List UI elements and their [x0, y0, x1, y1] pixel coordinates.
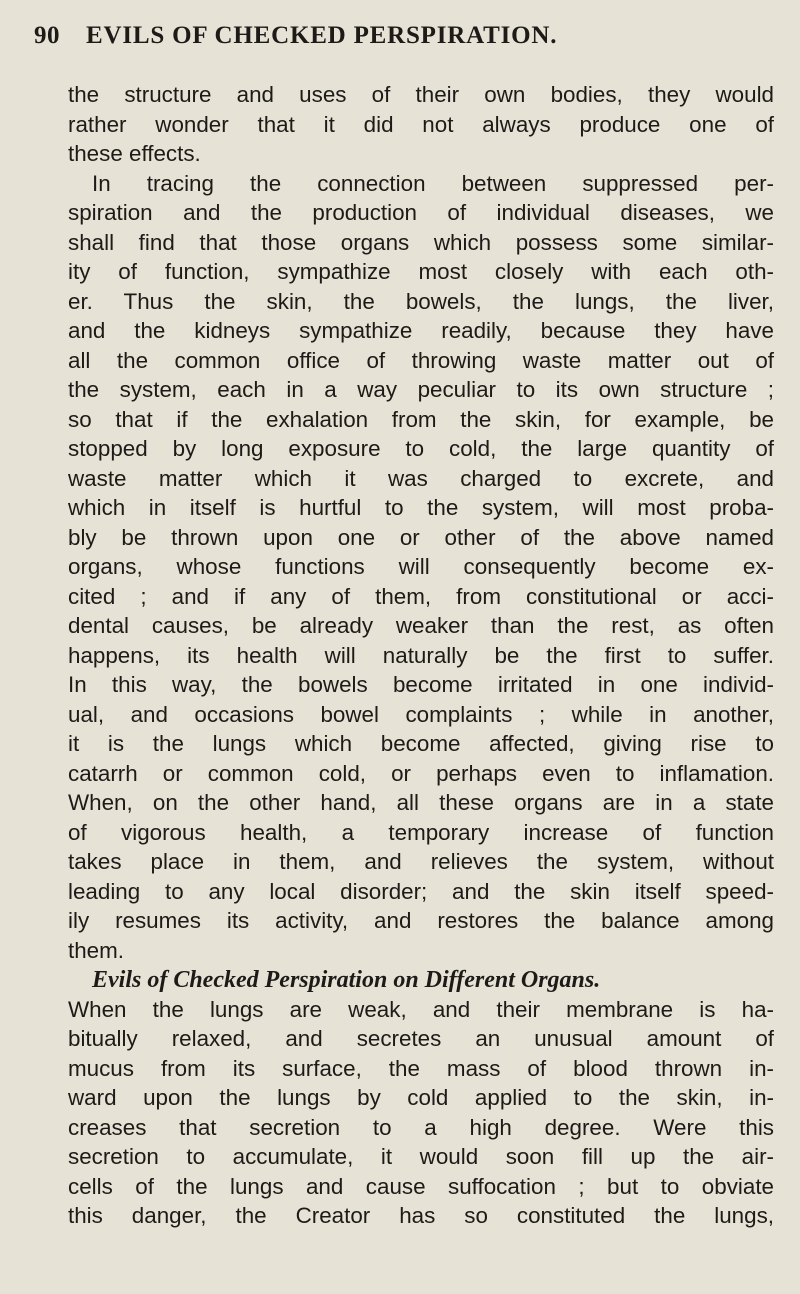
text-line: all the common office of throwing waste matter out of [68, 347, 774, 373]
text-line: waste matter which it was charged to excrete, and [68, 465, 774, 491]
text-line: catarrh or common cold, or perhaps even to inflamation. [68, 760, 774, 786]
text-line: dental causes, be already weaker than the rest, as often [68, 613, 774, 638]
text-body [68, 80, 774, 1231]
text-line: ward upon the lungs by cold applied to the skin, in- [68, 1085, 774, 1110]
text-line: creases that secretion to a high degree. Were this [68, 1114, 774, 1140]
text-line: rather wonder that it did not always produce one of [68, 111, 774, 137]
page-number: 90 [34, 22, 60, 49]
text-line: ual, and occasions bowel complaints ; while in another, [68, 701, 774, 727]
paragraph-start-line: In tracing the connection between suppressed per- [92, 170, 774, 196]
text-line: cited ; and if any of them, from constitutional or acci- [68, 583, 774, 609]
text-line: ity of function, sympathize most closely with each oth- [68, 259, 774, 284]
text-line: In this way, the bowels become irritated in one individ- [68, 672, 774, 697]
text-line: organs, whose functions will consequently become ex- [68, 554, 774, 579]
text-line: takes place in them, and relieves the system, without [68, 849, 774, 874]
text-line: them. [68, 937, 124, 963]
text-line: stopped by long exposure to cold, the large quantity of [68, 436, 774, 461]
text-line: spiration and the production of individual diseases, we [68, 200, 774, 225]
text-line: which in itself is hurtful to the system, will most proba- [68, 495, 774, 520]
text-line: secretion to accumulate, it would soon fill up the air- [68, 1144, 774, 1169]
running-head [34, 22, 774, 58]
text-line: When the lungs are weak, and their membrane is ha- [68, 996, 774, 1022]
running-head-title: EVILS OF CHECKED PERSPIRATION. [86, 22, 558, 49]
text-line: er. Thus the skin, the bowels, the lungs, the liver, [68, 288, 774, 314]
text-line: When, on the other hand, all these organs are in a state [68, 790, 774, 815]
text-line: bitually relaxed, and secretes an unusual amount of [68, 1026, 774, 1051]
text-line: the structure and uses of their own bodies, they would [68, 82, 774, 107]
text-line: the system, each in a way peculiar to its own structure ; [68, 377, 774, 402]
text-line: of vigorous health, a temporary increase of function [68, 819, 774, 845]
text-line: ily resumes its activity, and restores the balance among [68, 908, 774, 933]
text-line: shall find that those organs which possess some similar- [68, 229, 774, 255]
section-heading-line [68, 965, 774, 995]
text-line: this danger, the Creator has so constituted the lungs, [68, 1203, 774, 1228]
text-line: mucus from its surface, the mass of blood thrown in- [68, 1055, 774, 1081]
text-line: bly be thrown upon one or other of the above named [68, 524, 774, 550]
text-line: happens, its health will naturally be the first to suffer. [68, 642, 774, 668]
text-line: it is the lungs which become affected, giving rise to [68, 731, 774, 756]
text-line: and the kidneys sympathize readily, because they have [68, 318, 774, 343]
text-line: cells of the lungs and cause suffocation ; but to obviate [68, 1173, 774, 1199]
section-heading: Evils of Checked Perspiration on Different Organs. [92, 967, 601, 993]
text-line: these effects. [68, 141, 201, 166]
text-line: leading to any local disorder; and the skin itself speed- [68, 878, 774, 904]
text-line: so that if the exhalation from the skin, for example, be [68, 406, 774, 432]
